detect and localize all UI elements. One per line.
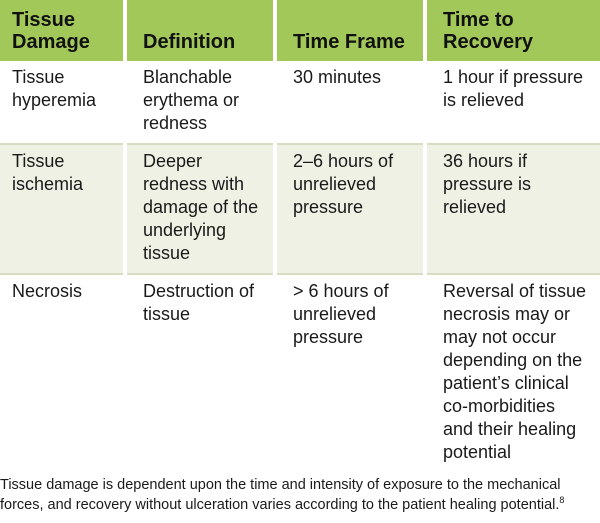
footnote-reference: 8 [559, 494, 565, 505]
table-cell: Deeper redness with damage of the underlying tissue [125, 144, 275, 274]
table-row [0, 61, 600, 144]
header-definition: Definition [125, 0, 275, 61]
header-time-to-recovery: Time to Recovery [425, 0, 600, 61]
header-tissue-damage: Tissue Damage [12, 9, 90, 53]
table-row [0, 274, 600, 472]
table-cell: Tissue ischemia [0, 144, 125, 274]
table-cell: 1 hour if pressure is relieved [425, 61, 600, 144]
table-header-row [0, 0, 600, 61]
table-row [0, 144, 600, 274]
table-footnote [0, 475, 596, 515]
table-cell: > 6 hours of unrelieved pressure [275, 274, 425, 472]
table-cell: Necrosis [0, 274, 125, 472]
footnote-text: Tissue damage is dependent upon the time and intensity of exposure to the mechanical forces, and recovery without ulceration varies according to the patient healing potential. [0, 476, 561, 513]
table-cell: Tissue hyperemia [12, 67, 97, 110]
table-cell: Blanchable erythema or redness [125, 61, 275, 144]
table-cell: 36 hours if pressure is relieved [425, 144, 600, 274]
table-cell: Reversal of tissue necrosis may or may not occur depending on the patient’s clinical co-morbidities and their healing potential [425, 274, 600, 472]
table-cell: Destruction of tissue [125, 274, 275, 472]
table-cell: 30 minutes [275, 61, 425, 144]
header-time-frame: Time Frame [275, 0, 425, 61]
table-cell: 2–6 hours of unrelieved pressure [275, 144, 425, 274]
